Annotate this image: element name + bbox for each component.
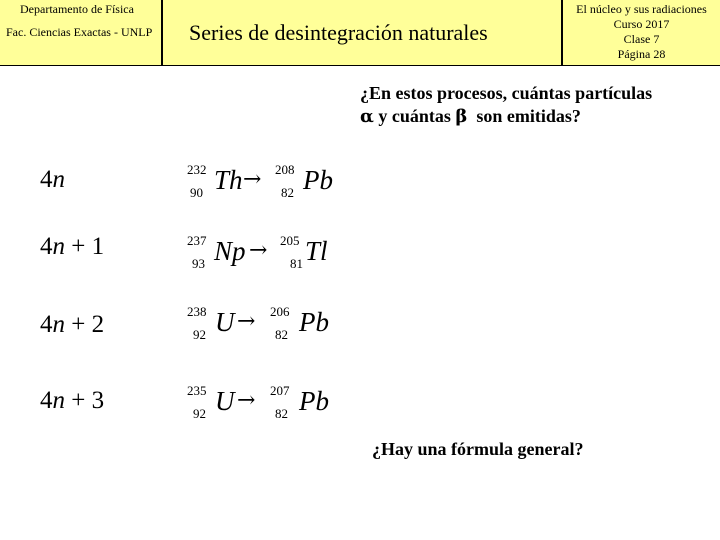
element-symbol: Th bbox=[214, 165, 243, 195]
atomic-number: 82 bbox=[281, 185, 294, 200]
course-year-label: Curso 2017 bbox=[613, 17, 670, 31]
decay-uranium-series bbox=[187, 305, 387, 345]
question-mid-text: y cuántas bbox=[373, 106, 456, 126]
mass-number: 207 bbox=[270, 383, 290, 398]
series-variable: n bbox=[52, 166, 65, 193]
element-symbol: U bbox=[215, 307, 235, 337]
atomic-number: 92 bbox=[193, 327, 206, 342]
series-variable: n bbox=[52, 233, 65, 260]
atomic-number: 90 bbox=[190, 185, 203, 200]
series-prefix: 4 bbox=[40, 311, 53, 338]
beta-symbol: β bbox=[455, 106, 468, 127]
atomic-number: 82 bbox=[275, 406, 288, 421]
decay-neptunium-series bbox=[187, 234, 387, 274]
header-title-panel bbox=[162, 0, 562, 66]
series-prefix: 4 bbox=[40, 233, 53, 260]
page-number-label: Página 28 bbox=[617, 47, 666, 61]
course-topic-label: El núcleo y sus radiaciones bbox=[576, 2, 707, 16]
mass-number: 232 bbox=[187, 162, 207, 177]
question-line-2 bbox=[360, 106, 581, 127]
header-left-panel bbox=[0, 0, 162, 66]
mass-number: 238 bbox=[187, 304, 207, 319]
element-symbol: Pb bbox=[299, 307, 329, 337]
series-prefix: 4 bbox=[40, 166, 53, 193]
element-symbol: Np bbox=[214, 236, 246, 266]
element-symbol: Tl bbox=[305, 236, 328, 266]
element-symbol: Pb bbox=[303, 165, 333, 195]
decay-arrow: → bbox=[237, 388, 256, 413]
mass-number: 208 bbox=[275, 162, 295, 177]
alpha-symbol: α bbox=[360, 106, 374, 127]
series-offset: + 3 bbox=[65, 387, 105, 414]
question-end-text: son emitidas? bbox=[467, 106, 581, 126]
decay-thorium-series bbox=[187, 163, 387, 203]
series-label-4n-plus-1 bbox=[40, 233, 104, 261]
question-line-1: ¿En estos procesos, cuántas partículas bbox=[360, 83, 653, 103]
class-number-label: Clase 7 bbox=[623, 32, 660, 46]
series-offset: + 2 bbox=[65, 311, 105, 338]
atomic-number: 81 bbox=[290, 256, 303, 271]
mass-number: 235 bbox=[187, 383, 207, 398]
faculty-label: Fac. Ciencias Exactas - UNLP bbox=[6, 25, 153, 39]
element-symbol: U bbox=[215, 386, 235, 416]
mass-number: 237 bbox=[187, 233, 207, 248]
atomic-number: 82 bbox=[275, 327, 288, 342]
mass-number: 205 bbox=[280, 233, 300, 248]
decay-arrow: → bbox=[243, 167, 262, 192]
series-variable: n bbox=[52, 387, 65, 414]
series-label-4n-plus-3 bbox=[40, 387, 104, 415]
atomic-number: 92 bbox=[193, 406, 206, 421]
mass-number: 206 bbox=[270, 304, 290, 319]
decay-arrow: → bbox=[237, 309, 256, 334]
decay-actinium-series bbox=[187, 384, 387, 424]
atomic-number: 93 bbox=[192, 256, 205, 271]
element-symbol: Pb bbox=[299, 386, 329, 416]
department-label: Departamento de Física bbox=[20, 2, 134, 16]
series-prefix: 4 bbox=[40, 387, 53, 414]
header-right-panel bbox=[562, 0, 720, 66]
series-label-4n bbox=[40, 166, 65, 194]
series-label-4n-plus-2 bbox=[40, 311, 104, 339]
decay-arrow: → bbox=[249, 238, 268, 263]
page-title: Series de desintegración naturales bbox=[189, 20, 488, 45]
series-offset: + 1 bbox=[65, 233, 105, 260]
general-formula-question: ¿Hay una fórmula general? bbox=[372, 439, 584, 459]
series-variable: n bbox=[52, 311, 65, 338]
